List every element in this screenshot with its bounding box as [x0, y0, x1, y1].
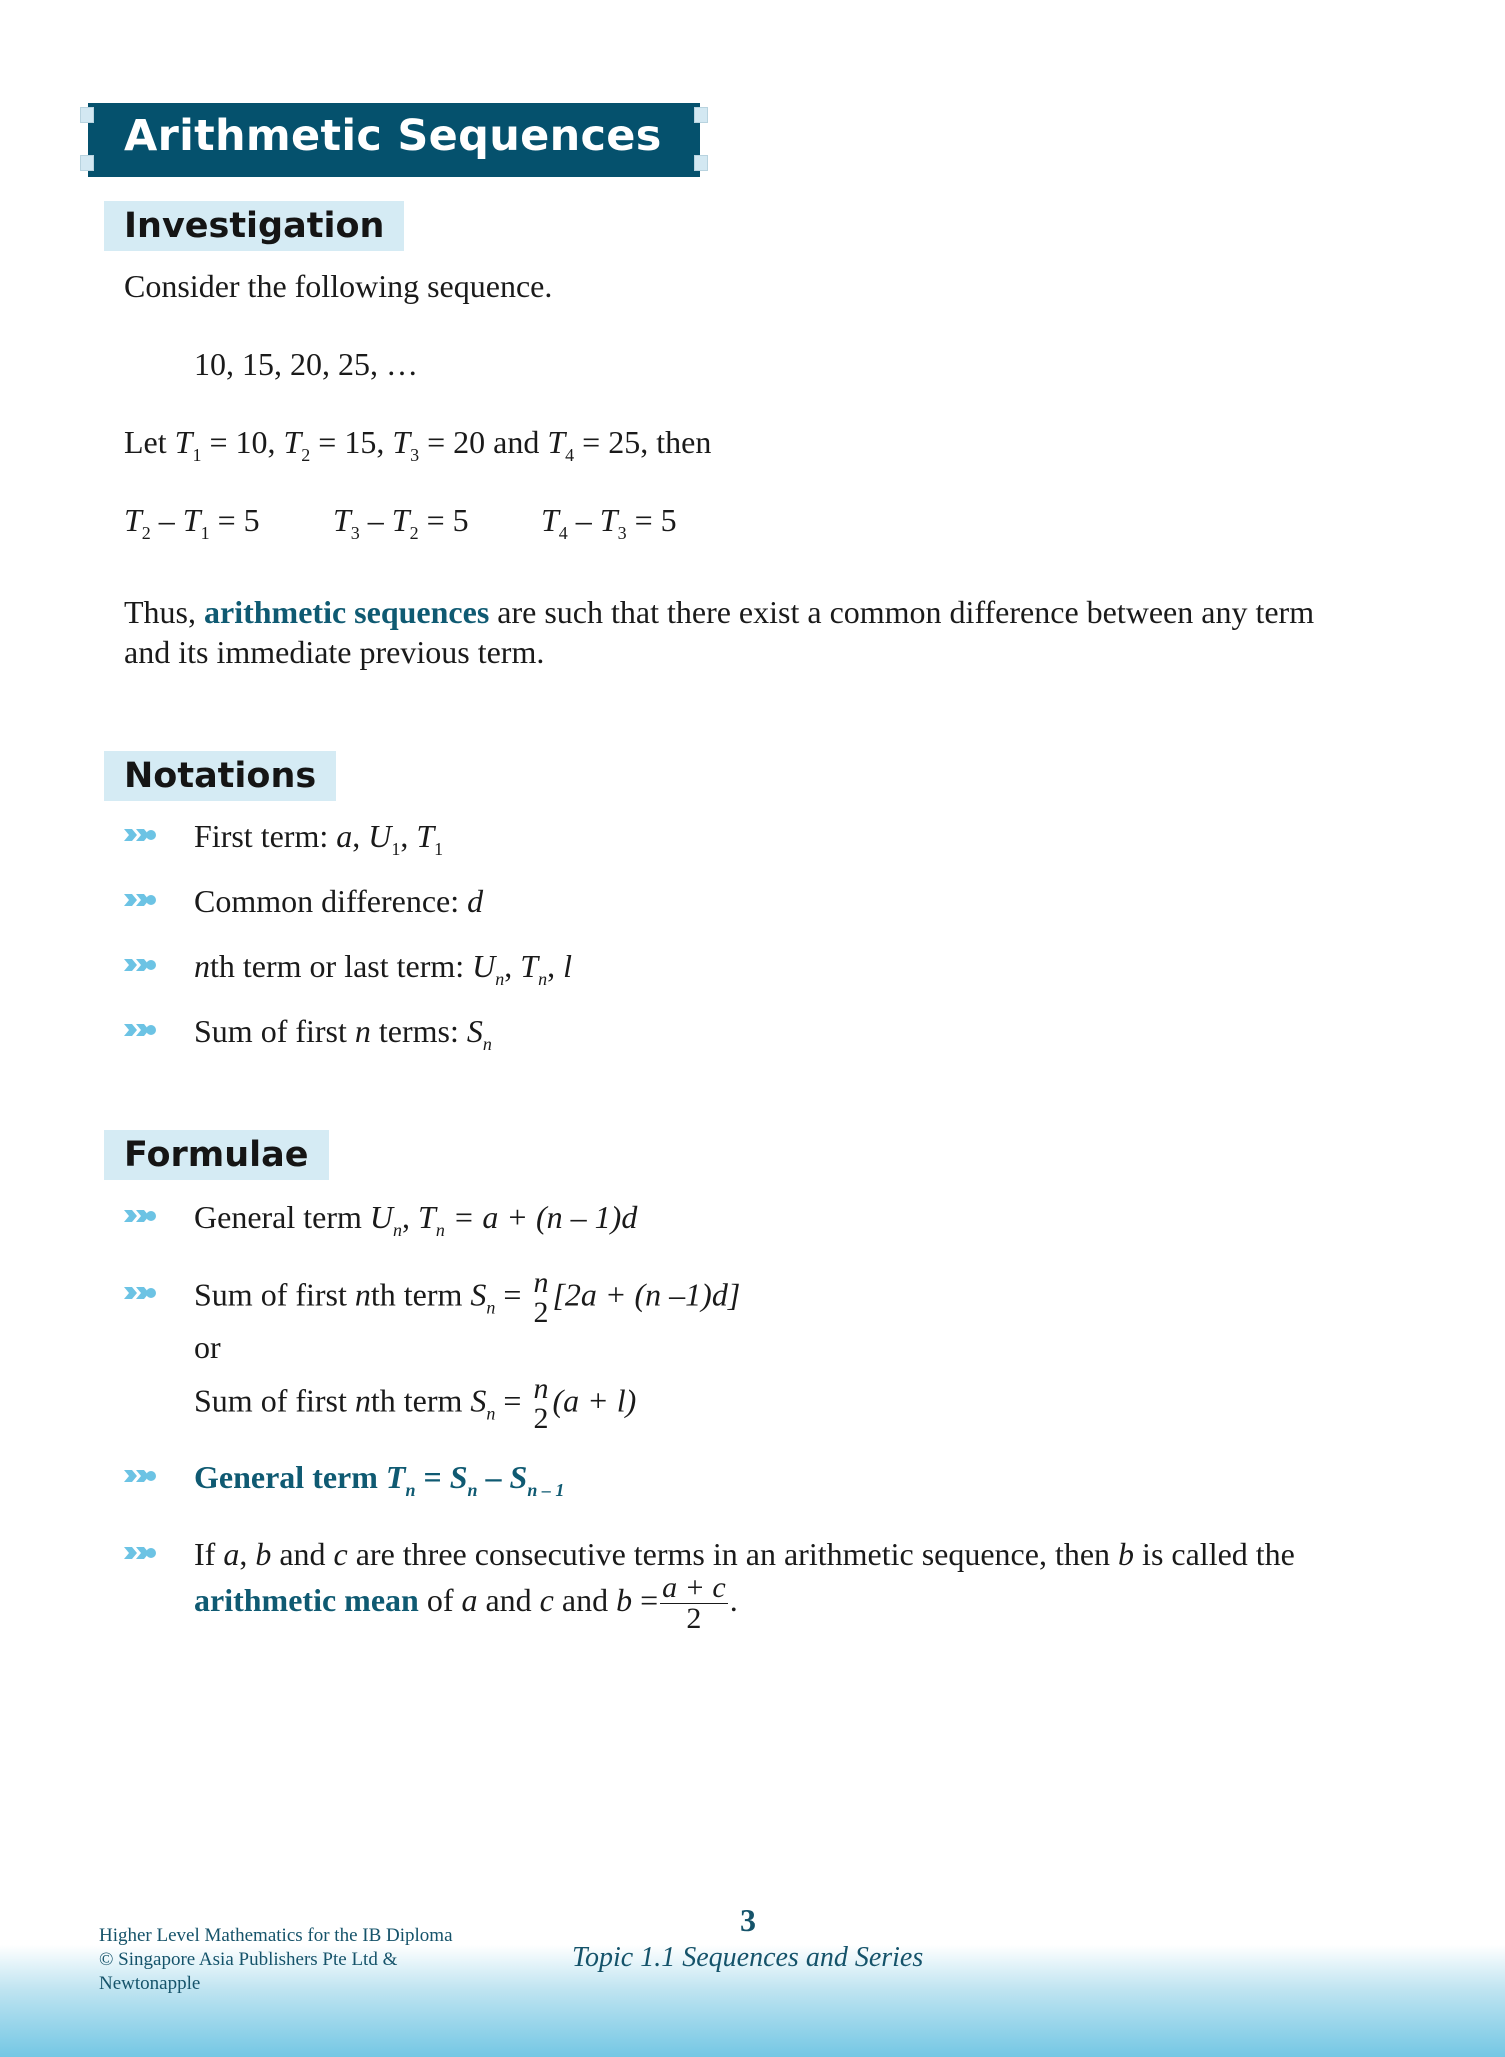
- term-value: = 20 and: [419, 424, 548, 460]
- math-symbol: U: [368, 818, 392, 854]
- diff-subscript: 1: [200, 523, 210, 543]
- math-subscript: n: [495, 969, 505, 989]
- footer-copyright-2: Newtonapple: [99, 1973, 201, 1994]
- difference-1: [124, 500, 260, 543]
- math-symbol: n: [354, 1382, 371, 1419]
- fraction-numerator: n: [533, 1266, 549, 1299]
- text: of: [418, 1582, 462, 1618]
- math-subscript: n: [538, 969, 548, 989]
- text: .: [729, 1582, 738, 1618]
- math-subscript: n: [435, 1220, 445, 1240]
- math-sep: ,: [352, 818, 369, 854]
- math-operator: =: [415, 1459, 450, 1495]
- difference-3: [541, 500, 677, 543]
- math-symbol: S: [449, 1459, 468, 1495]
- formula-label: General term: [194, 1199, 370, 1235]
- diff-term: T: [124, 502, 142, 538]
- notation-nth-term: [194, 946, 572, 989]
- notation-first-term: [194, 816, 444, 859]
- bullet-arrow-icon: [124, 1544, 158, 1567]
- text: are three consecutive terms in an arithmetic sequence, then: [347, 1536, 1119, 1572]
- text: is called the: [1134, 1536, 1295, 1572]
- formula-rhs: [2a + (n –1)d]: [552, 1276, 741, 1313]
- term-subscript: 2: [301, 445, 311, 465]
- text: and: [553, 1582, 617, 1618]
- section-heading-investigation: Investigation: [104, 201, 404, 251]
- math-subscript: n: [486, 1403, 496, 1424]
- formula-general-term-from-sums: [194, 1457, 565, 1500]
- formula-rhs: (a + l): [552, 1382, 637, 1419]
- math-symbol: b: [616, 1582, 633, 1618]
- math-symbol: T: [418, 1199, 436, 1235]
- arithmetic-mean-line-1: [194, 1534, 1295, 1574]
- conclusion-prefix: Thus,: [124, 594, 204, 630]
- diff-term: T: [391, 502, 410, 538]
- key-term-arithmetic-mean: arithmetic mean: [194, 1582, 419, 1618]
- let-statement: [124, 422, 712, 465]
- diff-term: T: [599, 502, 618, 538]
- difference-2: [333, 500, 469, 543]
- diff-result: = 5: [418, 502, 469, 538]
- formula-general-term: [194, 1197, 638, 1240]
- notation-label: Common difference:: [194, 883, 468, 919]
- diff-subscript: 3: [350, 523, 360, 543]
- fraction-a-plus-c-over-2: [660, 1573, 728, 1634]
- math-symbol: U: [472, 948, 496, 984]
- term-symbol: T: [174, 424, 193, 460]
- bullet-arrow-icon: [124, 1207, 158, 1230]
- bullet-arrow-icon: [124, 1021, 158, 1044]
- banner-tab-decoration: [694, 107, 708, 123]
- formula-label: th term: [370, 1382, 471, 1419]
- term-subscript: 3: [410, 445, 420, 465]
- math-symbol: S: [470, 1276, 487, 1313]
- math-subscript: n: [486, 1297, 496, 1318]
- math-symbol: b: [255, 1536, 272, 1572]
- math-subscript: 1: [434, 839, 444, 859]
- text: If: [194, 1536, 224, 1572]
- let-prefix: Let: [124, 424, 175, 460]
- math-symbol: n: [354, 1013, 371, 1049]
- notation-common-difference: [194, 881, 483, 921]
- math-subscript: n: [393, 1220, 403, 1240]
- page-title-banner: [88, 103, 700, 177]
- formula-label: Sum of first: [194, 1276, 355, 1313]
- term-value: = 15,: [310, 424, 393, 460]
- formula-label: General term: [194, 1459, 386, 1495]
- formula-or: or: [194, 1329, 221, 1365]
- bullet-arrow-icon: [124, 826, 158, 849]
- diff-result: = 5: [626, 502, 677, 538]
- notation-label: First term:: [194, 818, 337, 854]
- math-subscript: 1: [391, 839, 401, 859]
- math-symbol: a: [223, 1536, 240, 1572]
- math-symbol: S: [509, 1459, 528, 1495]
- diff-term: T: [333, 502, 351, 538]
- fraction-denominator: 2: [686, 1602, 702, 1636]
- diff-subscript: 3: [617, 523, 627, 543]
- section-heading-notations: Notations: [104, 751, 336, 801]
- diff-minus: –: [150, 502, 183, 538]
- term-symbol: T: [392, 424, 411, 460]
- formula-label: th term: [370, 1276, 471, 1313]
- notation-label: Sum of first: [194, 1013, 355, 1049]
- notation-label: th term or last term:: [210, 948, 473, 984]
- page-title: Arithmetic Sequences: [124, 111, 662, 161]
- text: and: [271, 1536, 334, 1572]
- fraction-n-over-2: [531, 1268, 550, 1328]
- sequence-example: 10, 15, 20, 25, …: [194, 346, 418, 382]
- term-value: = 25, then: [574, 424, 712, 460]
- term-symbol: T: [283, 424, 302, 460]
- text: =: [632, 1582, 659, 1618]
- math-symbol: c: [539, 1582, 554, 1618]
- fraction-numerator: a + c: [662, 1571, 726, 1605]
- term-subscript: 4: [565, 445, 575, 465]
- math-operator: –: [477, 1459, 510, 1495]
- diff-term: T: [182, 502, 201, 538]
- math-symbol: n: [194, 948, 210, 984]
- term-symbol: T: [547, 424, 566, 460]
- formula-sum-1: Sum of first nth term $S_n$ = n 2 [2a + (n –1)d]: [194, 1266, 741, 1329]
- fraction-numerator: n: [533, 1372, 549, 1405]
- math-symbol: a: [461, 1582, 478, 1618]
- diff-result: = 5: [209, 502, 260, 538]
- math-symbol: U: [369, 1199, 394, 1235]
- math-symbol: b: [1118, 1536, 1135, 1572]
- math-symbol: c: [333, 1536, 348, 1572]
- math-symbol: T: [416, 818, 435, 854]
- math-symbol: l: [563, 948, 572, 984]
- footer-copyright: © Singapore Asia Publishers Pte Ltd &: [99, 1949, 398, 1970]
- arithmetic-mean-line-2: [194, 1572, 738, 1634]
- term-subscript: 1: [192, 445, 202, 465]
- bullet-arrow-icon: [124, 956, 158, 979]
- math-symbol: d: [467, 883, 484, 919]
- formula-sum-2: Sum of first nth term $S_n$ = n 2 (a + l): [194, 1372, 637, 1435]
- math-sep: ,: [504, 948, 521, 984]
- bullet-arrow-icon: [124, 1467, 158, 1490]
- conclusion-line-1: [124, 592, 1314, 632]
- math-sep: ,: [402, 1199, 419, 1235]
- math-subscript: n: [405, 1480, 416, 1500]
- diff-subscript: 2: [409, 523, 419, 543]
- notation-sum: [194, 1011, 492, 1054]
- formula-label: Sum of first: [194, 1382, 355, 1419]
- diff-subscript: 2: [141, 523, 151, 543]
- footer-topic: Topic 1.1 Sequences and Series: [572, 1942, 924, 1973]
- section-heading-formulae: Formulae: [104, 1130, 329, 1180]
- bullet-arrow-icon: [124, 891, 158, 914]
- footer-book-title: Higher Level Mathematics for the IB Diploma: [99, 1925, 453, 1946]
- fraction-denominator: 2: [533, 1296, 549, 1329]
- text: ,: [239, 1536, 256, 1572]
- term-value: = 10,: [201, 424, 284, 460]
- math-symbol: n: [354, 1276, 371, 1313]
- math-sep: ,: [400, 818, 417, 854]
- page-number: 3: [740, 1902, 756, 1938]
- diff-minus: –: [567, 502, 600, 538]
- diff-minus: –: [359, 502, 392, 538]
- conclusion-text: are such that there exist a common difference between any term: [489, 594, 1315, 630]
- math-symbol: T: [385, 1459, 406, 1495]
- conclusion-line-2: and its immediate previous term.: [124, 634, 545, 670]
- math-symbol: T: [520, 948, 539, 984]
- diff-subscript: 4: [558, 523, 568, 543]
- footer-publisher-info: [99, 1924, 453, 1996]
- banner-tab-decoration: [80, 155, 94, 171]
- formula-rhs: = a + (n – 1)d: [444, 1199, 638, 1235]
- math-symbol: a: [336, 818, 353, 854]
- bullet-arrow-icon: [124, 1284, 158, 1307]
- math-subscript: n: [467, 1480, 478, 1500]
- fraction-n-over-2: [531, 1374, 550, 1434]
- fraction-denominator: 2: [533, 1402, 549, 1435]
- math-sep: ,: [547, 948, 564, 984]
- text: and: [477, 1582, 540, 1618]
- intro-text: Consider the following sequence.: [124, 268, 553, 304]
- notation-label: terms:: [370, 1013, 467, 1049]
- banner-tab-decoration: [80, 107, 94, 123]
- key-term-arithmetic-sequences: arithmetic sequences: [204, 594, 490, 630]
- diff-term: T: [541, 502, 559, 538]
- banner-tab-decoration: [694, 155, 708, 171]
- math-subscript: n – 1: [527, 1480, 565, 1500]
- math-symbol: S: [466, 1013, 483, 1049]
- math-subscript: n: [482, 1034, 492, 1054]
- math-symbol: S: [470, 1382, 487, 1419]
